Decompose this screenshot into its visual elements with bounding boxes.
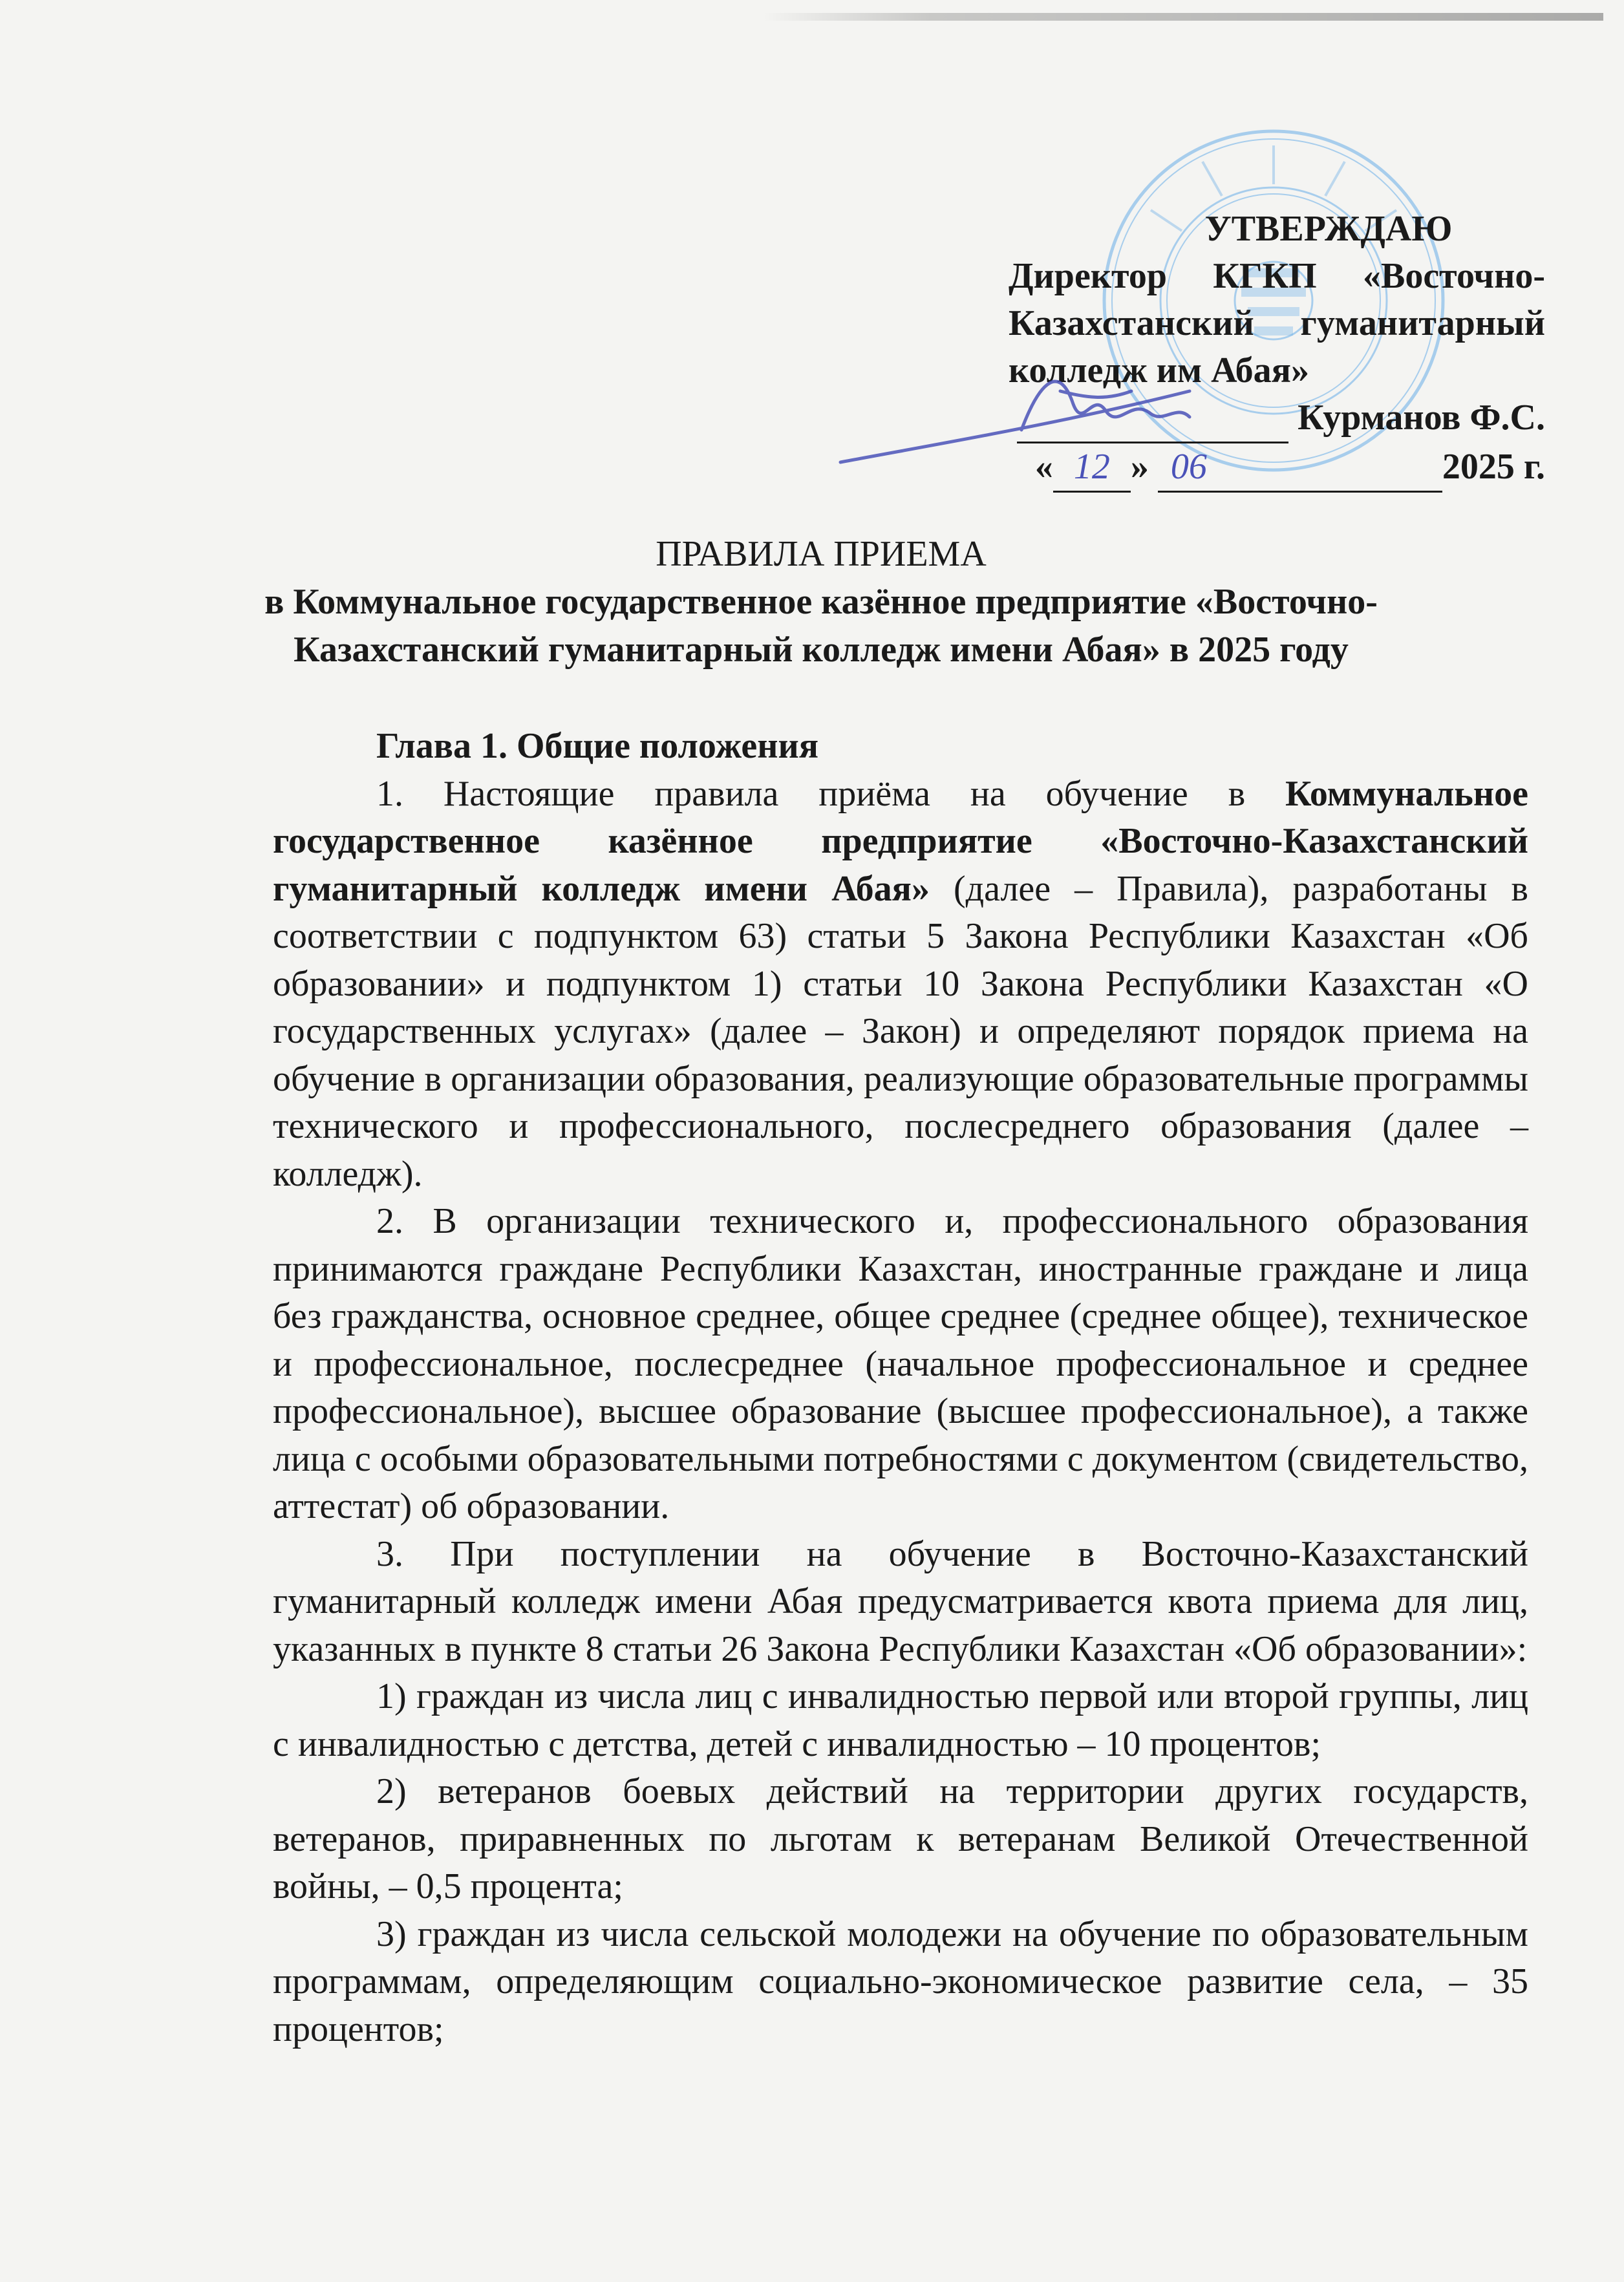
approval-position-line-2: Казахстанский гуманитарный <box>1009 303 1545 343</box>
paragraph-1 <box>273 771 1528 1199</box>
approval-position-line-1: Директор КГКП «Восточно- <box>1009 256 1545 296</box>
approval-date-line: « 12 » 06 2025 г. <box>1009 443 1545 493</box>
document-title <box>259 530 1384 674</box>
paragraph-3-item-2: 2) ветеранов боевых действий на территории других государств, ветеранов, приравненных по льготам к ветеранам Великой Отечественной войны, – 0,5 процента; <box>273 1771 1528 1906</box>
date-day: 12 <box>1053 443 1131 493</box>
signature-blank <box>1017 394 1288 443</box>
signatory-name: Курманов Ф.С. <box>1298 398 1545 438</box>
approval-signature-line <box>1009 394 1545 443</box>
approval-heading: УТВЕРЖДАЮ <box>1204 209 1453 249</box>
paragraph-1-rest: (далее – Правила), разработаны в соответствии с подпунктом 63) статьи 5 Закона Республики Казахстан «Об образовании» и подпунктом 1) статьи 10 Закона Республики Казахстан «О государственных услугах» (далее – Закон) и определяют порядок приема на обучение в организации образования, реализующие образовательные программы технического и профессионального, послесреднего образования (далее – колледж). <box>273 868 1528 1194</box>
date-year: 2025 г. <box>1442 447 1545 487</box>
paragraph-2: 2. В организации технического и, профессионального образования принимаются граждане Республики Казахстан, иностранные граждане и лица без гражданства, основное среднее, общее среднее (среднее общее), техническое и профессиональное, послесреднее (начальное профессиональное и среднее профессиональное), высшее образование (высшее профессиональное), а также лица с особыми образовательными потребностями с документом (свидетельство, аттестат) об образовании. <box>273 1201 1528 1526</box>
paragraph-1-start: 1. Настоящие правила приёма на обучение в <box>376 773 1286 814</box>
paragraph-3-item-1: 1) граждан из числа лиц с инвалидностью первой или второй группы, лиц с инвалидностью с детства, детей с инвалидностью – 10 процентов; <box>273 1676 1528 1764</box>
approval-block <box>1009 206 1545 493</box>
title-main: ПРАВИЛА ПРИЕМА <box>656 534 987 574</box>
document-body <box>273 723 1528 2053</box>
title-subtitle: в Коммунальное государственное казённое предприятие «Восточно-Казахстанский гуманитарный колледж имени Абая» в 2025 году <box>264 582 1378 670</box>
date-month: 06 <box>1158 443 1442 493</box>
chapter-heading: Глава 1. Общие положения <box>376 726 819 766</box>
approval-position-line-3: колледж им Абая» <box>1009 350 1309 390</box>
paragraph-3-item-3: 3) граждан из числа сельской молодежи на обучение по образовательным программам, определяющим социально-экономическое развитие села, – 35 процентов; <box>273 1914 1528 2049</box>
scan-edge-shadow <box>763 13 1603 21</box>
paragraph-3: 3. При поступлении на обучение в Восточно-Казахстанский гуманитарный колледж имени Абая предусматривается квота приема для лиц, указанных в пункте 8 статьи 26 Закона Республики Казахстан «Об образовании»: <box>273 1533 1528 1669</box>
paragraph-1-organization: Коммунальное государственное казённое предприятие «Восточно-Казахстанский гуманитарный колледж имени Абая» <box>273 773 1528 909</box>
